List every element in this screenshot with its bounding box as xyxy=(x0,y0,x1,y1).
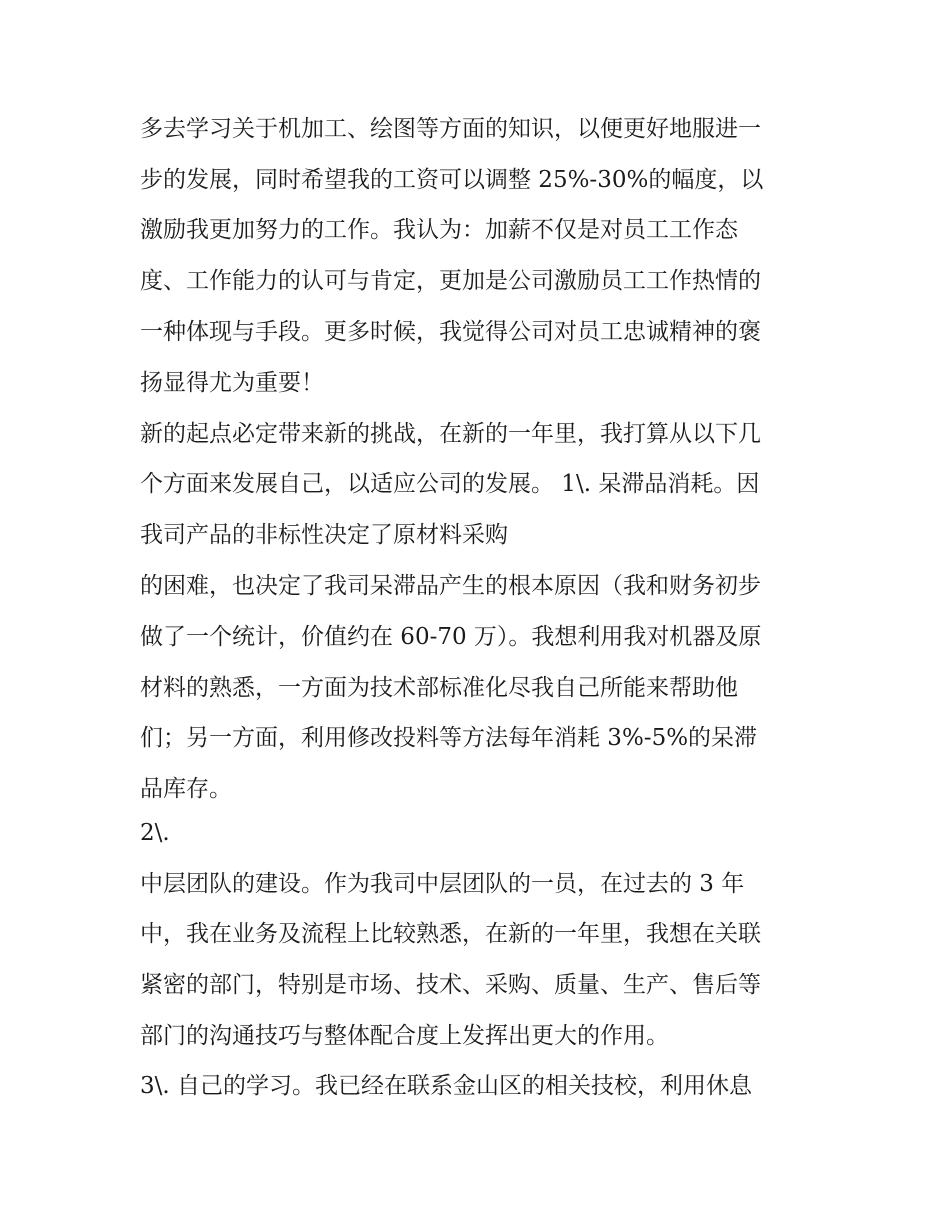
body-text-line: 一种体现与手段。更多时候，我觉得公司对员工忠诚精神的褒 xyxy=(140,319,761,345)
body-text-line: 扬显得尤为重要！ xyxy=(140,370,324,396)
body-text-line: 新的起点必定带来新的挑战，在新的一年里，我打算从以下几 xyxy=(140,421,761,447)
body-text-line: 们；另一方面，利用修改投料等方法每年消耗 3%-5%的呆滞 xyxy=(140,725,758,751)
body-text-line: 我司产品的非标性决定了原材料采购 xyxy=(140,522,508,548)
body-text-line: 个方面来发展自己，以适应公司的发展。 1\. 呆滞品消耗。因 xyxy=(140,471,760,497)
body-text-line: 激励我更加努力的工作。我认为：加薪不仅是对员工工作态 xyxy=(140,217,738,243)
body-text-line: 的困难，也决定了我司呆滞品产生的根本原因（我和财务初步 xyxy=(140,573,761,599)
body-text-line: 材料的熟悉，一方面为技术部标准化尽我自己所能来帮助他 xyxy=(140,675,738,701)
body-text-line: 紧密的部门，特别是市场、技术、采购、质量、生产、售后等 xyxy=(140,972,761,998)
body-text-line: 部门的沟通技巧与整体配合度上发挥出更大的作用。 xyxy=(140,1023,669,1049)
body-text-line: 多去学习关于机加工、绘图等方面的知识，以便更好地服进一 xyxy=(140,116,761,142)
body-text-line: 中层团队的建设。作为我司中层团队的一员，在过去的 3 年 xyxy=(140,871,745,897)
body-text-line: 步的发展，同时希望我的工资可以调整 25%-30%的幅度，以 xyxy=(140,167,764,193)
body-text-line: 度、工作能力的认可与肯定，更加是公司激励员工工作热情的 xyxy=(140,268,761,294)
body-text-line: 品库存。 xyxy=(140,776,232,802)
body-text-line: 3\. 自己的学习。我已经在联系金山区的相关技校，利用休息 xyxy=(140,1073,753,1099)
list-item-number: 2\. xyxy=(140,820,170,846)
body-text-line: 做了一个统计，价值约在 60-70 万）。我想利用我对机器及原 xyxy=(140,624,762,650)
body-text-line: 中，我在业务及流程上比较熟悉，在新的一年里，我想在关联 xyxy=(140,921,761,947)
